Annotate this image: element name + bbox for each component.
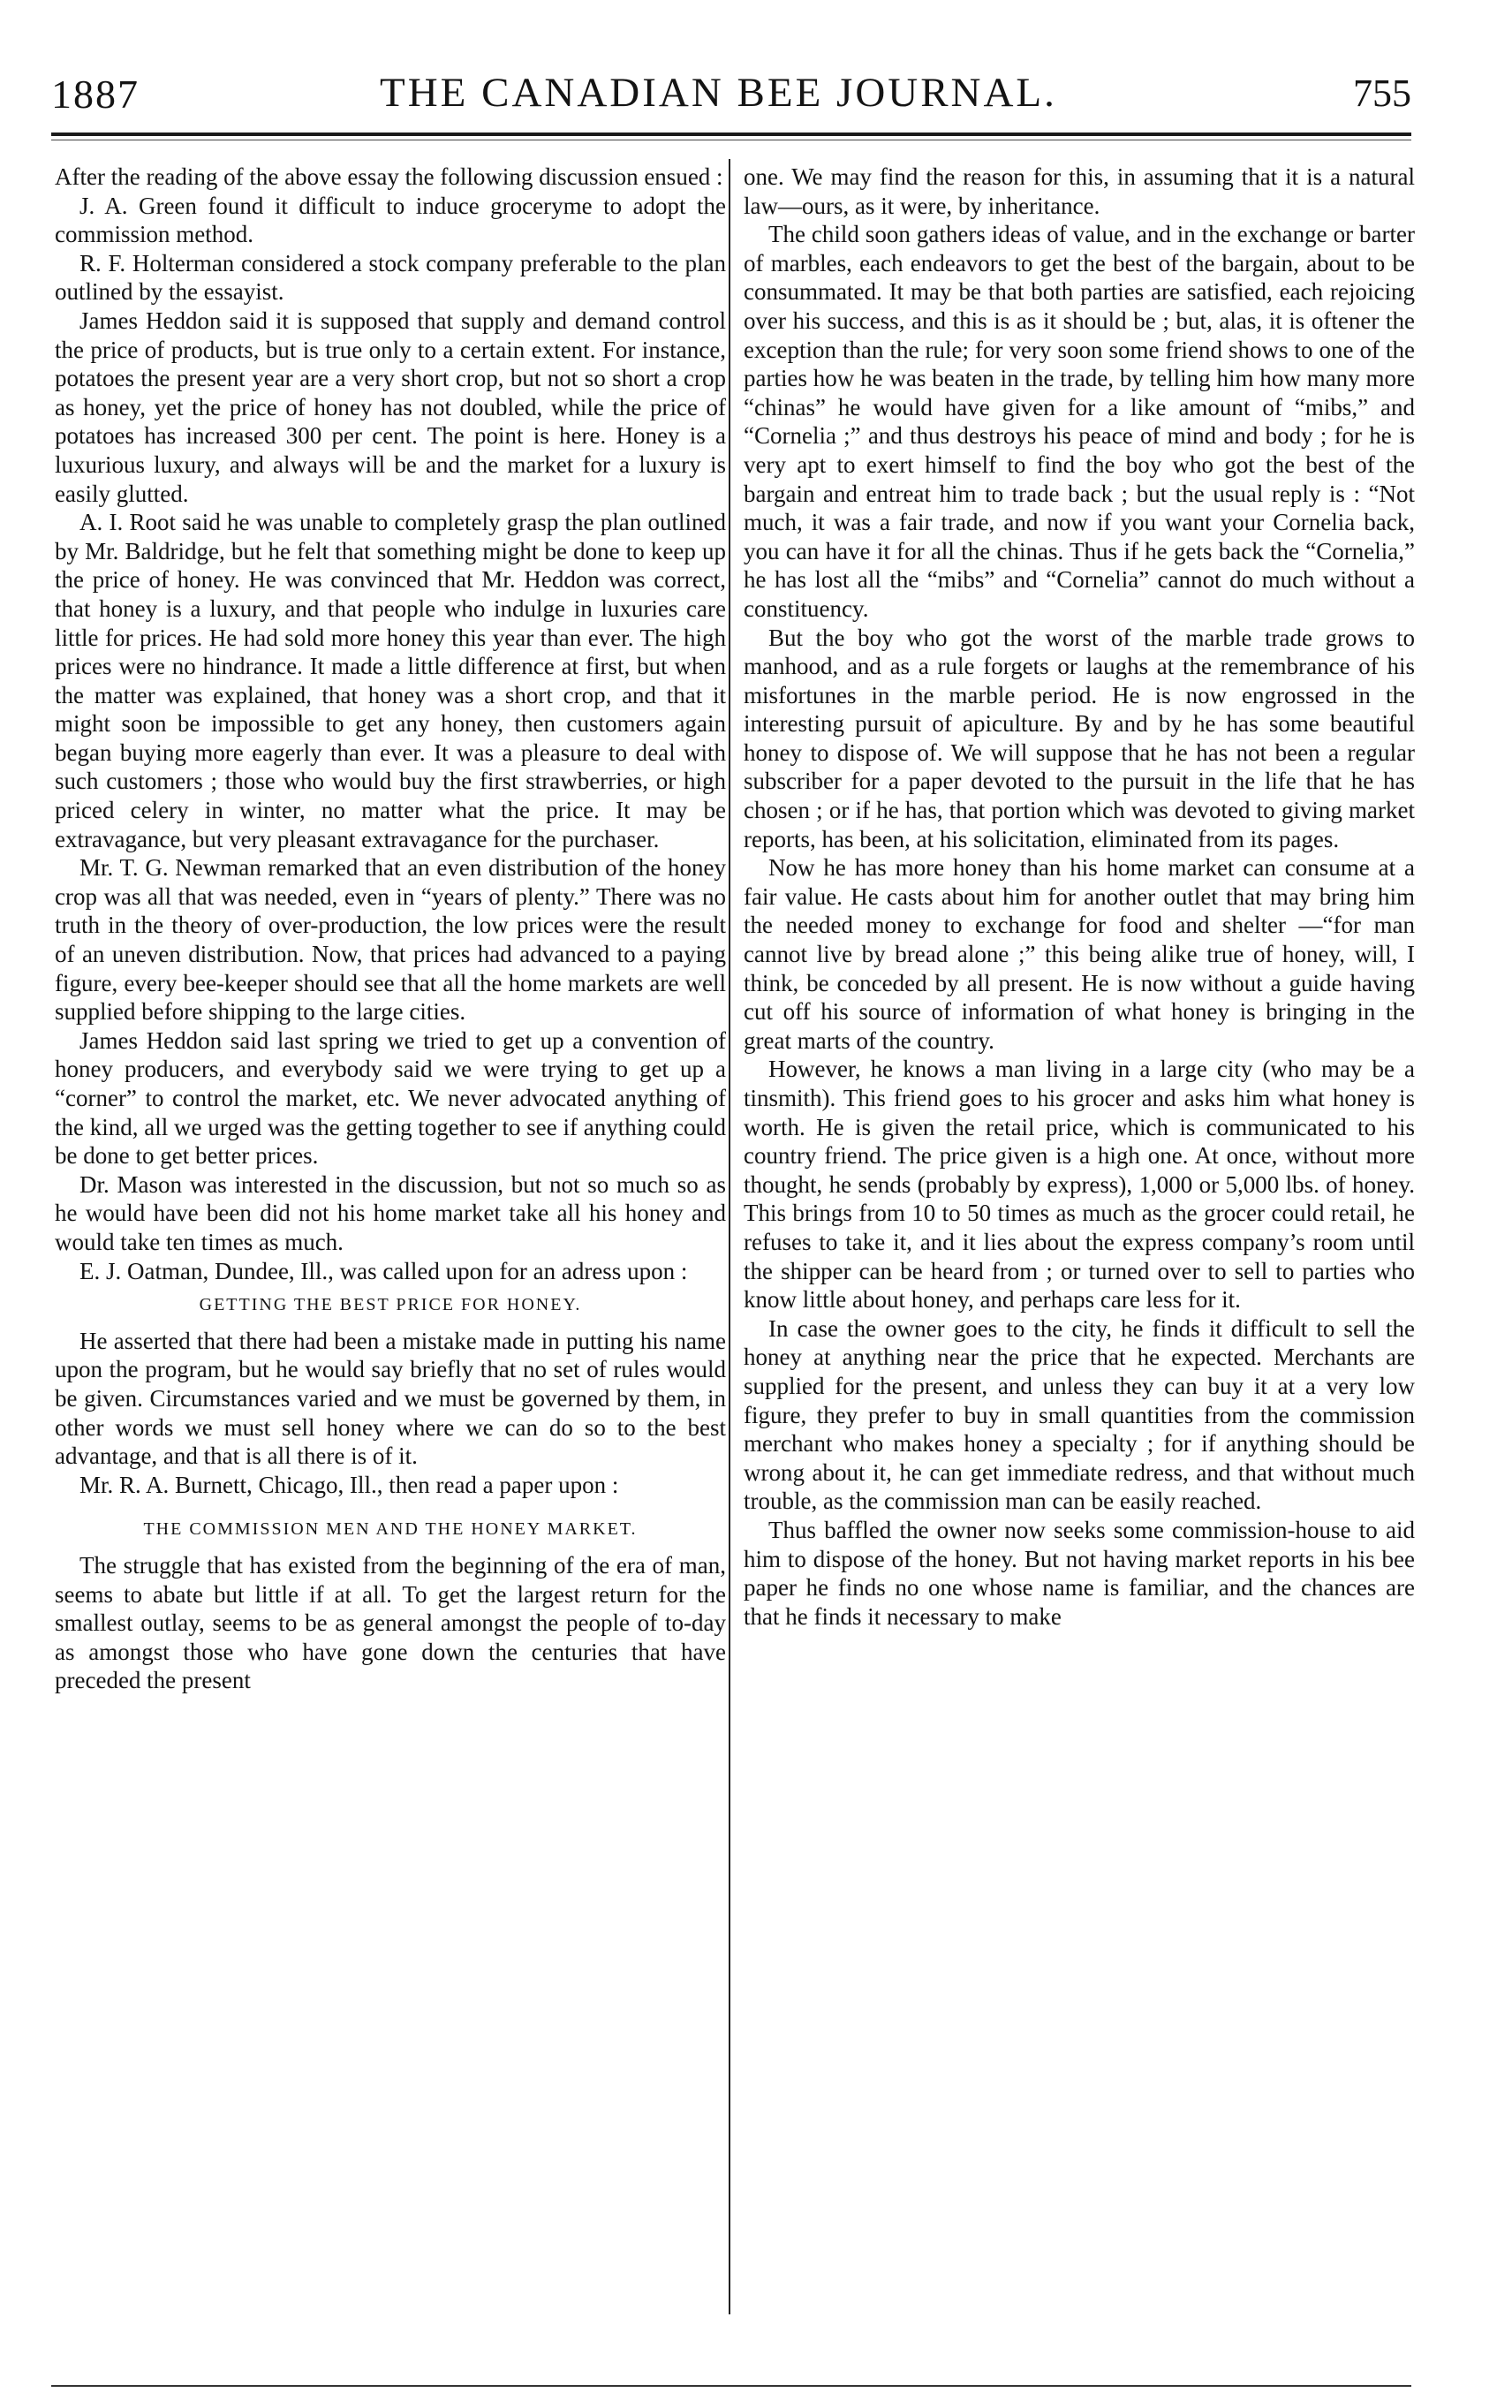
- page-header: [51, 60, 1411, 131]
- paragraph: But the boy who got the worst of the marble trade grows to manhood, and as a rule forgets or laughs at the remembrance of his misfortunes in the marble period. He is now engrossed in the interesting pursuit of apiculture. By and by he has some beautiful honey to dispose of. We will suppose that he has not been a regular subscriber for a paper devoted to the pursuit in the life that he has chosen ; or if he has, that portion which was devoted to giving market reports, has been, at his solicitation, eliminated from its pages.: [744, 624, 1415, 852]
- paragraph: Mr. R. A. Burnett, Chicago, Ill., then read a paper upon :: [79, 1471, 619, 1498]
- page-number: 755: [1353, 72, 1411, 115]
- right-column: [744, 163, 1415, 1631]
- left-column: [55, 163, 726, 1695]
- paragraph: Thus baffled the owner now seeks some commission-house to aid him to dispose of the honey. But not having market reports in his bee paper he finds no one whose name is familiar, and the chances are that he finds it necessary to make: [744, 1516, 1415, 1630]
- paragraph: E. J. Oatman, Dundee, Ill., was called upon for an adress upon :: [79, 1257, 688, 1284]
- section-heading: GETTING THE BEST PRICE FOR HONEY.: [199, 1295, 582, 1315]
- footer-rule: [51, 2385, 1411, 2387]
- paragraph: Dr. Mason was interested in the discussion, but not so much so as he would have been did not his home market take all his honey and would take ten times as much.: [55, 1170, 726, 1255]
- section-heading: THE COMMISSION MEN AND THE HONEY MARKET.: [143, 1519, 638, 1540]
- paragraph: Now he has more honey than his home market can consume at a fair value. He casts about him for another outlet that may bring him the needed money to exchange for food and shelter —“for man cannot live by bread alone ;” this being alike true of honey, will, I think, be conceded by all present. He is now without a guide having cut off his source of information of what honey is bringing in the great marts of the country.: [744, 854, 1415, 1054]
- header-rule: [51, 133, 1411, 136]
- paragraph: In case the owner goes to the city, he finds it difficult to sell the honey at anything near the price that he expected. Merchants are supplied for the present, and unless they can buy it at a very low figure, they prefer to buy in small quantities from the commission merchant who makes honey a specialty ; for if anything should be wrong about it, he can get immediate redress, and that without much trouble, as the commission man can be easily reached.: [744, 1314, 1415, 1515]
- column-divider: [729, 159, 730, 2314]
- paragraph: J. A. Green found it difficult to induce groceryme to adopt the commission method.: [55, 192, 726, 248]
- paragraph: The struggle that has existed from the beginning of the era of man, seems to abate but little if at all. To get the largest return for the smallest outlay, seems to be as general amongst the people of to-day as amongst those who have gone down the centuries that have preceded the present: [55, 1551, 726, 1694]
- paragraph: However, he knows a man living in a large city (who may be a tinsmith). This friend goes to his grocer and asks him what honey is worth. He is given the retail price, which is communicated to his country friend. The price given is a high one. At once, without more thought, he sends (probably by express), 1,000 or 5,000 lbs. of honey. This brings from 10 to 50 times as much as the grocer could retail, he refuses to take it, and it lies about the express company’s room until the shipper can be heard from ; or turned over to sell to parties who know little about honey, and perhaps care less for it.: [744, 1056, 1415, 1314]
- journal-title: THE CANADIAN BEE JOURNAL.: [380, 70, 1057, 116]
- paragraph: The child soon gathers ideas of value, and in the exchange or barter of marbles, each endeavors to get the best of the bargain, about to be consummated. It may be that both parties are satisfied, each rejoicing over his success, and this is as it should be ; but, alas, it is oftener the exception than the rule; for very soon some friend shows to one of the parties how he was beaten in the trade, by telling him how many more “chinas” he would have given for a like amount of “mibs,” and “Cornelia ;” and thus destroys his peace of mind and body ; for he is very apt to exert himself to find the boy who got the best of the bargain and entreat him to trade back ; but the usual reply is : “Not much, it was a fair trade, and now if you want your Cornelia back, you can have it for all the chinas. Thus if he gets back the “Cornelia,” he has lost all the “mibs” and “Cornelia” cannot do much without a constituency.: [744, 221, 1415, 622]
- paragraph: After the reading of the above essay the following discussion ensued :: [55, 163, 723, 190]
- header-year: 1887: [51, 72, 140, 117]
- paragraph: one. We may find the reason for this, in assuming that it is a natural law—ours, as it were, by inheritance.: [744, 163, 1415, 219]
- paragraph: Mr. T. G. Newman remarked that an even distribution of the honey crop was all that was needed, even in “years of plenty.” There was no truth in the theory of over-production, the low prices were the result of an uneven distribution. Now, that prices had advanced to a paying figure, every bee-keeper should see that all the home markets are well supplied before shipping to the large cities.: [55, 854, 726, 1026]
- paragraph: R. F. Holterman considered a stock company preferable to the plan outlined by the essayist.: [55, 249, 726, 306]
- paragraph: James Heddon said last spring we tried to get up a convention of honey producers, and everybody said we were trying to get up a “corner” to control the market, etc. We never advocated anything of the kind, all we urged was the getting together to see if anything could be done to get better prices.: [55, 1026, 726, 1170]
- paragraph: A. I. Root said he was unable to completely grasp the plan outlined by Mr. Baldridge, but he felt that something might be done to keep up the price of honey. He was convinced that Mr. Heddon was correct, that honey is a luxury, and that people who indulge in luxuries care little for prices. He had sold more honey this year than ever. The high prices were no hindrance. It made a little difference at first, but when the matter was explained, that honey was a short crop, and that it might soon be impossible to get any honey, then customers again began buying more eagerly than ever. It was a pleasure to deal with such customers ; those who would buy the first strawberries, or high priced celery in winter, no matter what the price. It may be extravagance, but very pleasant extravagance for the purchaser.: [55, 509, 726, 852]
- paragraph: He asserted that there had been a mistake made in putting his name upon the program, but he would say briefly that no set of rules would be given. Circumstances varied and we must be governed by them, in other words we must sell honey where we can do so to the best advantage, and that is all there is of it.: [55, 1327, 726, 1470]
- paragraph: James Heddon said it is supposed that supply and demand control the price of products, but is true only to a certain extent. For instance, potatoes the present year are a very short crop, but not so short a crop as honey, yet the price of honey has not doubled, while the price of potatoes has increased 300 per cent. The point is here. Honey is a luxurious luxury, and always will be and the market for a luxury is easily glutted.: [55, 307, 726, 507]
